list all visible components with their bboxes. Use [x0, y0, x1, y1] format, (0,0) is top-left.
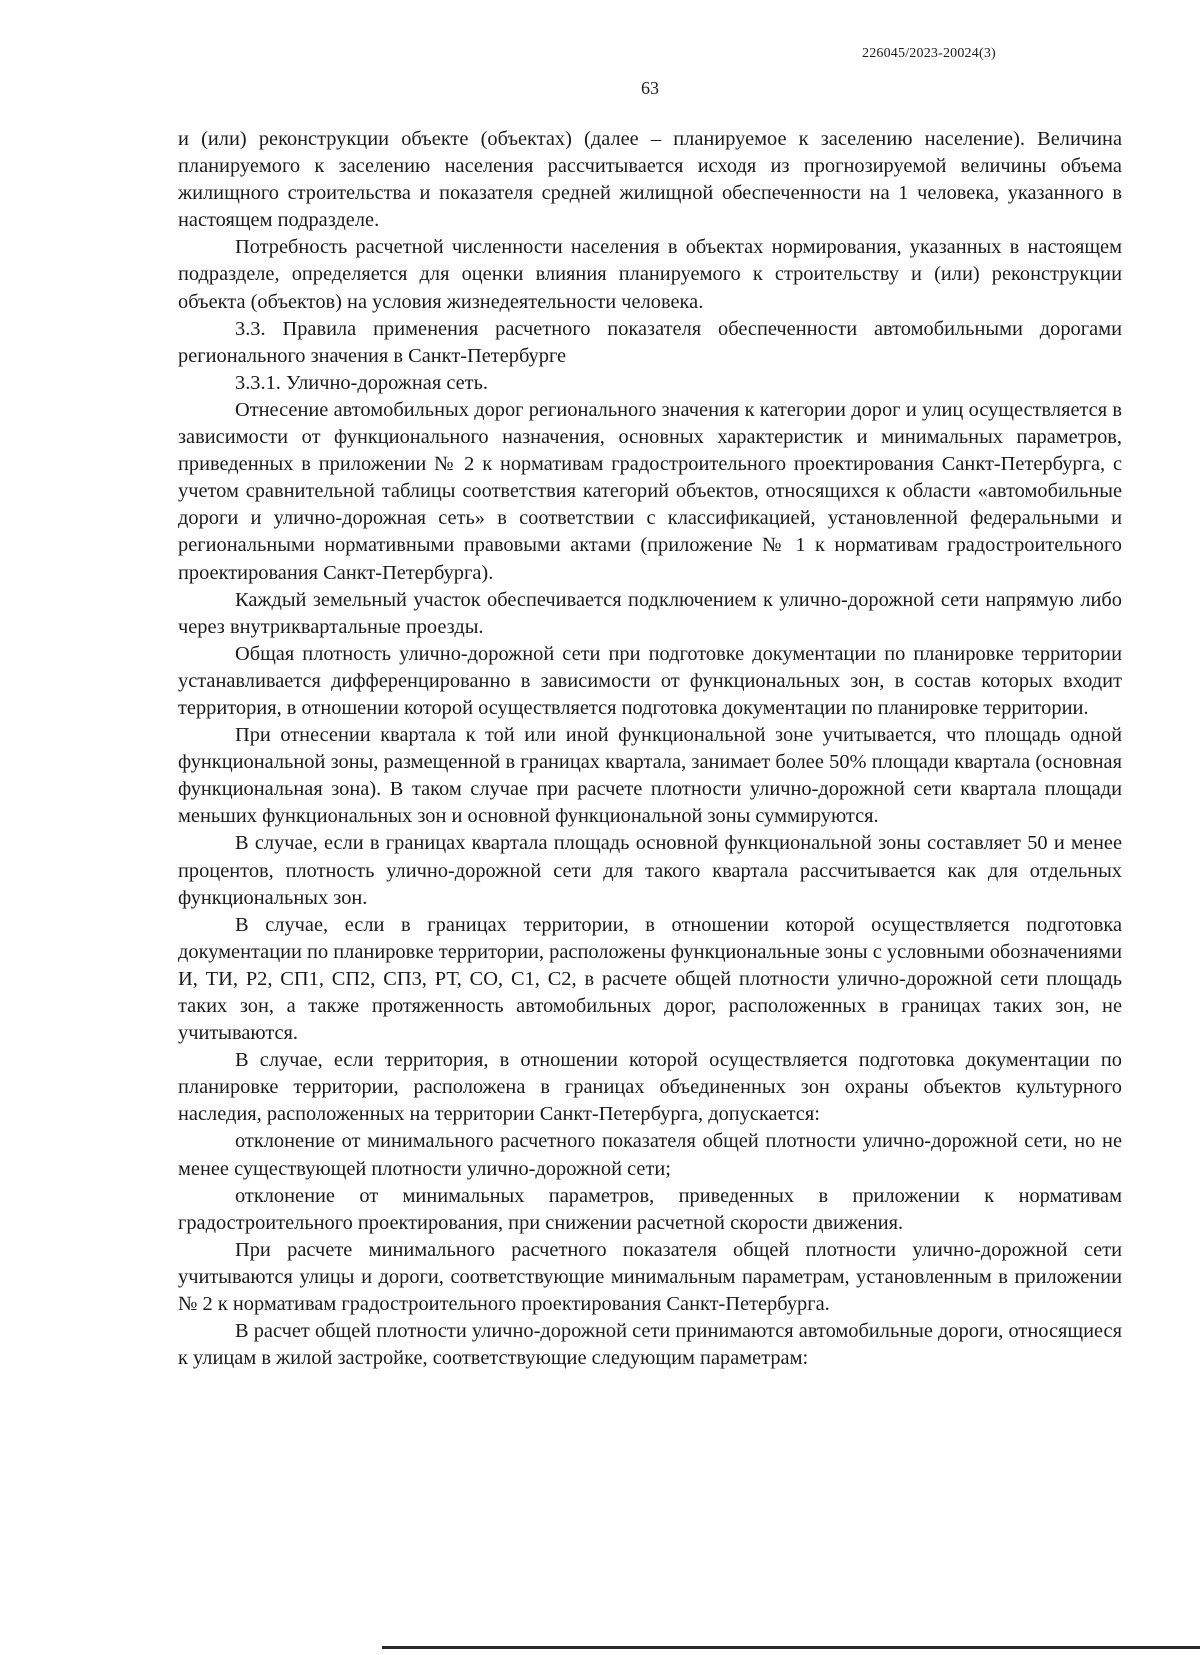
paragraph: При расчете минимального расчетного показателя общей плотности улично-дорожной сети учитываются улицы и дороги, соответствующие минимальным параметрам, установленным в приложении № 2 к нормативам градостроительного проектирования Санкт-Петербурга.	[178, 1238, 1122, 1316]
paragraph: При отнесении квартала к той или иной функциональной зоне учитывается, что площадь одной функциональной зоны, размещенной в границах квартала, занимает более 50% площади квартала (основная функциональная зона). В таком случае при расчете плотности улично-дорожной сети квартала площади меньших функциональных зон и основной функциональной зоны суммируются.	[178, 724, 1122, 828]
scan-edge-line	[382, 1646, 1200, 1649]
document-registration-number: 226045/2023-20024(3)	[862, 46, 996, 61]
list-item: отклонение от минимального расчетного показателя общей плотности улично-дорожной сети, но не менее существующей плотности улично-дорожной сети;	[178, 1130, 1122, 1180]
list-item: отклонение от минимальных параметров, приведенных в приложении к нормативам градостроительного проектирования, при снижении расчетной скорости движения.	[178, 1184, 1122, 1234]
paragraph: В расчет общей плотности улично-дорожной сети принимаются автомобильные дороги, относящиеся к улицам в жилой застройке, соответствующие следующим параметрам:	[178, 1320, 1122, 1370]
page-number: 63	[641, 78, 659, 98]
paragraph: В случае, если в границах территории, в отношении которой осуществляется подготовка документации по планировке территории, расположены функциональные зоны с условными обозначениями И, ТИ, Р2, СП1, СП2, СП3, РТ, СО, С1, С2, в расчете общей плотности улично-дорожной сети площадь таких зон, а также протяженность автомобильных дорог, расположенных в границах таких зон, не учитываются.	[178, 913, 1122, 1045]
paragraph: Отнесение автомобильных дорог регионального значения к категории дорог и улиц осуществляется в зависимости от функционального назначения, основных характеристик и минимальных параметров, приведенных в приложении № 2 к нормативам градостроительного проектирования Санкт-Петербурга, с учетом сравнительной таблицы соответствия категорий объектов, относящихся к области «автомобильные дороги и улично-дорожная сеть» в соответствии с классификацией, установленной федеральными и региональными нормативными правовыми актами (приложение № 1 к нормативам градостроительного проектирования Санкт-Петербурга).	[178, 398, 1122, 584]
paragraph: В случае, если территория, в отношении которой осуществляется подготовка документации по планировке территории, расположена в границах объединенных зон охраны объектов культурного наследия, расположенных на территории Санкт-Петербурга, допускается:	[178, 1049, 1122, 1126]
paragraph-continuation: и (или) реконструкции объекте (объектах) (далее – планируемое к заселению население). Величина планируемого к заселению населения рассчитывается исходя из прогнозируемой величины объема жилищного строительства и показателя средней жилищной обеспеченности на 1 человека, указанного в настоящем подразделе.	[178, 128, 1122, 232]
section-heading-3-3: 3.3. Правила применения расчетного показателя обеспеченности автомобильными дорогами регионального значения в Санкт-Петербурге	[178, 317, 1122, 367]
document-body	[178, 126, 1122, 1372]
paragraph: Общая плотность улично-дорожной сети при подготовке документации по планировке территории устанавливается дифференцированно в зависимости от функциональных зон, в состав которых входит территория, в отношении которой осуществляется подготовка документации по планировке территории.	[178, 642, 1122, 719]
paragraph: В случае, если в границах квартала площадь основной функциональной зоны составляет 50 и менее процентов, плотность улично-дорожной сети для такого квартала рассчитывается как для отдельных функциональных зон.	[178, 832, 1122, 909]
paragraph: Потребность расчетной численности населения в объектах нормирования, указанных в настоящем подразделе, определяется для оценки влияния планируемого к строительству и (или) реконструкции объекта (объектов) на условия жизнедеятельности человека.	[178, 236, 1122, 313]
paragraph: Каждый земельный участок обеспечивается подключением к улично-дорожной сети напрямую либо через внутриквартальные проезды.	[178, 588, 1122, 638]
subsection-heading-3-3-1: 3.3.1. Улично-дорожная сеть.	[235, 371, 488, 394]
